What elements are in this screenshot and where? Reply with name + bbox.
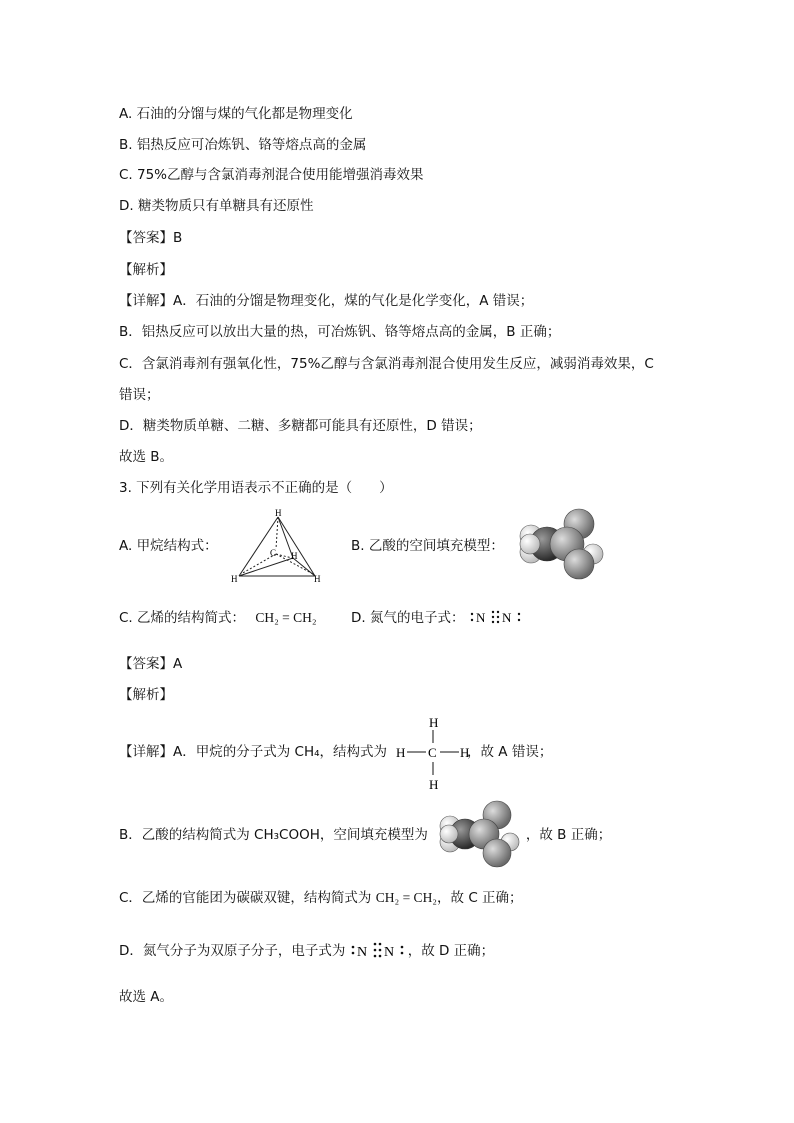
q2-detail-b: B．铝热反应可以放出大量的热，可冶炼钒、铬等熔点高的金属，B 正确； <box>119 324 561 340</box>
acetic-acid-model-option <box>515 504 610 584</box>
q3-detail-a <box>119 743 552 761</box>
q3-detail-d <box>119 941 494 960</box>
q2-option-b: B. 铝热反应可冶炼钒、铬等熔点高的金属 <box>119 137 367 153</box>
q3-detail-a-tail: ，故 A 错误； <box>467 744 553 760</box>
q3-detail-d-text: D．氮气分子为双原子分子，电子式为 <box>119 943 346 959</box>
q3-option-b-label: B. 乙酸的空间填充模型： <box>351 538 504 554</box>
methane-structural-formula <box>396 710 476 794</box>
q3-conclusion: 故选 A。 <box>119 989 174 1005</box>
q3-answer: 【答案】A <box>119 656 183 672</box>
q3-detail-b-tail: ，故 B 正确； <box>525 827 612 843</box>
sf-h-top: H <box>429 715 439 730</box>
q3-option-a-label: A. 甲烷结构式： <box>119 538 218 554</box>
q2-option-d: D. 糖类物质只有单糖具有还原性 <box>119 198 314 214</box>
q2-option-a: A. 石油的分馏与煤的气化都是物理变化 <box>119 106 353 122</box>
q3-detail-c <box>119 889 523 907</box>
q3-stem: 3. 下列有关化学用语表示不正确的是（ ） <box>119 480 393 496</box>
q2-analysis-heading: 【解析】 <box>119 262 173 278</box>
methane-h-left: H <box>231 574 238 584</box>
q3-option-d-text: D. 氮气的电子式： <box>351 610 465 626</box>
n2-atom-left: N <box>475 610 486 625</box>
q3-detail-c-tail: ，故 C 正确； <box>437 890 523 906</box>
q2-detail-c-cont: 错误； <box>119 387 160 403</box>
q3-detail-d-tail: ，故 D 正确； <box>407 943 495 959</box>
q3-option-c-formula: CH₂ = CH₂ <box>255 610 317 625</box>
q2-conclusion: 故选 B。 <box>119 449 174 465</box>
n2-electron-dot-option <box>469 609 525 625</box>
q2-detail-c: C．含氯消毒剂有强氧化性，75%乙醇与含氯消毒剂混合使用发生反应，减弱消毒效果，C <box>119 356 654 372</box>
q2-detail-d: D．糖类物质单糖、二糖、多糖都可能具有还原性，D 错误； <box>119 418 482 434</box>
sf-h-left: H <box>396 745 406 760</box>
methane-h-right: H <box>314 574 321 584</box>
acetic-acid-model-analysis <box>436 798 526 870</box>
sf-c: C <box>428 745 437 760</box>
n2-atom-right: N <box>501 610 512 625</box>
n2-analysis-atom-left: N <box>356 945 367 959</box>
methane-tetrahedron-figure <box>226 504 336 588</box>
methane-c: C <box>270 548 277 558</box>
n2-electron-dot-analysis <box>350 941 408 959</box>
q3-option-c-label <box>119 609 317 627</box>
q2-option-c: C. 75%乙醇与含氯消毒剂混合使用能增强消毒效果 <box>119 167 424 183</box>
methane-h-back: H <box>291 551 298 561</box>
q3-detail-b <box>119 826 611 844</box>
q2-detail-a: 【详解】A．石油的分馏是物理变化，煤的气化是化学变化，A 错误； <box>119 293 534 309</box>
methane-h-top: H <box>275 508 282 518</box>
sf-h-right: H <box>460 745 470 760</box>
q3-detail-b-text: B．乙酸的结构简式为 CH₃COOH，空间填充模型为 <box>119 827 428 843</box>
q3-detail-c-text: C．乙烯的官能团为碳碳双键，结构简式为 <box>119 890 372 906</box>
sf-h-bottom: H <box>429 777 439 792</box>
n2-analysis-atom-right: N <box>383 945 394 959</box>
q2-answer: 【答案】B <box>119 230 183 246</box>
q3-option-d-label <box>351 609 525 627</box>
q3-analysis-heading: 【解析】 <box>119 687 173 703</box>
q3-detail-c-formula: CH₂ = CH₂ <box>375 890 438 905</box>
q3-detail-a-text: 【详解】A．甲烷的分子式为 CH₄，结构式为 <box>119 744 388 760</box>
q3-option-c-text: C. 乙烯的结构简式： <box>119 610 246 626</box>
